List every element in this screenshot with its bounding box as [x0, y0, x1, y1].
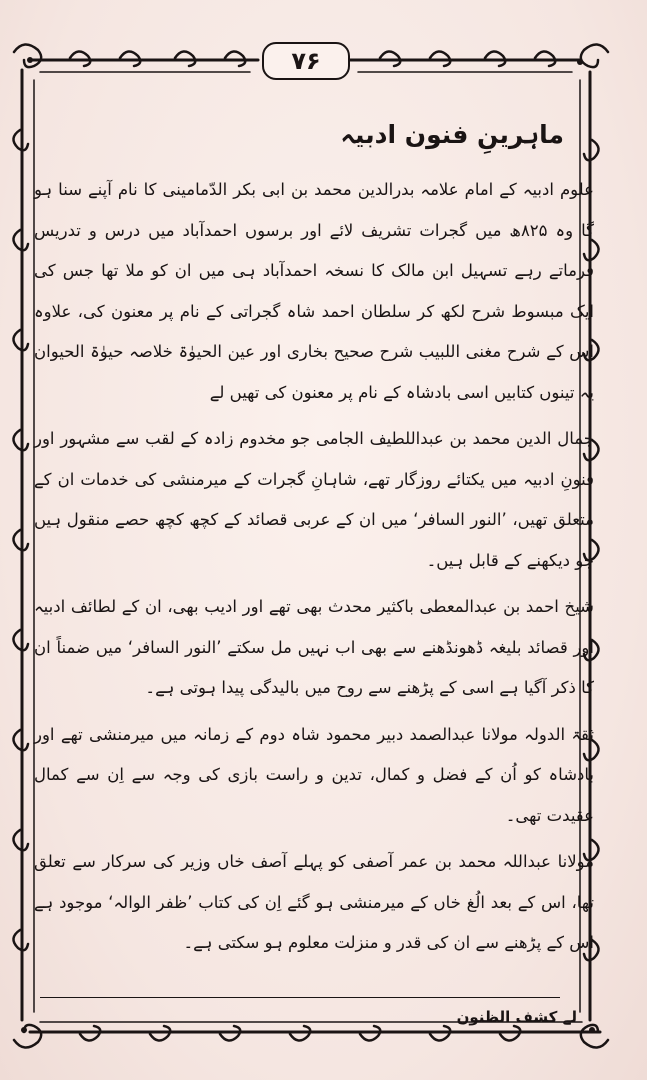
- footnote-divider: [40, 997, 560, 998]
- footnote: لے کشف الظنون: [456, 1008, 577, 1026]
- paragraph: ثقۃ الدولہ مولانا عبدالصمد دبیر محمود شاہ دوم کے زمانہ میں میرمنشی تھے اور بادشاہ کو اُن کے فضل و کمال، تدین و راست بازی کی وجہ سے اِن سے کمال عقیدت تھی۔: [34, 724, 594, 825]
- page-body: [34, 112, 594, 970]
- paragraph: شیخ احمد بن عبدالمعطی باکثیر محدث بھی تھے اور ادیب بھی، ان کے لطائف ادبیہ اور قصائد بلیغہ ڈھونڈھنے سے بھی اب نہیں مل سکتے ’النور السافر‘ میں ضمناً ان کا ذکر آگیا ہے اسی کے پڑھنے سے روح میں بالیدگی پیدا ہوتی ہے۔: [34, 597, 594, 697]
- page-number: ۷۶: [262, 42, 350, 80]
- paragraph: علوم ادبیہ کے امام علامہ بدرالدین محمد بن ابی بکر الدّمامینی کا نام آپنے سنا ہو گا وہ ۸۲۵ھ میں گجرات تشریف لائے اور برسوں احمدآباد میں درس و تدریس فرماتے رہے تسہیل ابن مالک کا نسخہ احمدآباد ہی میں ان کو ملا تھا جس کی ایک مبسوط شرح لکھ کر سلطان احمد شاہ گجراتی کے نام پر معنون کی، علاوہ اس کے شرح مغنی اللبیب شرح صحیح بخاری اور عین الحیوٰۃ خلاصہ حیوٰۃ الحیوان یہ تینوں کتابیں اسی بادشاہ کے نام پر معنون کی تھیں لے: [34, 180, 594, 402]
- section-title: ماہرینِ فنون ادبیہ: [340, 120, 564, 149]
- paragraph: مولانا عبداللہ محمد بن عمر آصفی کو پہلے آصف خاں وزیر کی سرکار سے تعلق تھا، اس کے بعد الُغ خاں کے میرمنشی ہو گئے اِن کی کتاب ’ظفر الوالہ‘ موجود ہے اس کے پڑھنے سے ان کی قدر و منزلت معلوم ہو سکتی ہے۔: [34, 852, 594, 952]
- paragraph: جمال الدین محمد بن عبداللطیف الجامی جو مخدوم زادہ کے لقب سے مشہور اور فنونِ ادبیہ میں یکتائے روزگار تھے، شاہانِ گجرات کے میرمنشی کی خدمات ان کے متعلق تھیں، ’النور السافر‘ میں ان کے عربی قصائد کے کچھ کچھ حصے منقول ہیں جو دیکھنے کے قابل ہیں۔: [34, 429, 594, 570]
